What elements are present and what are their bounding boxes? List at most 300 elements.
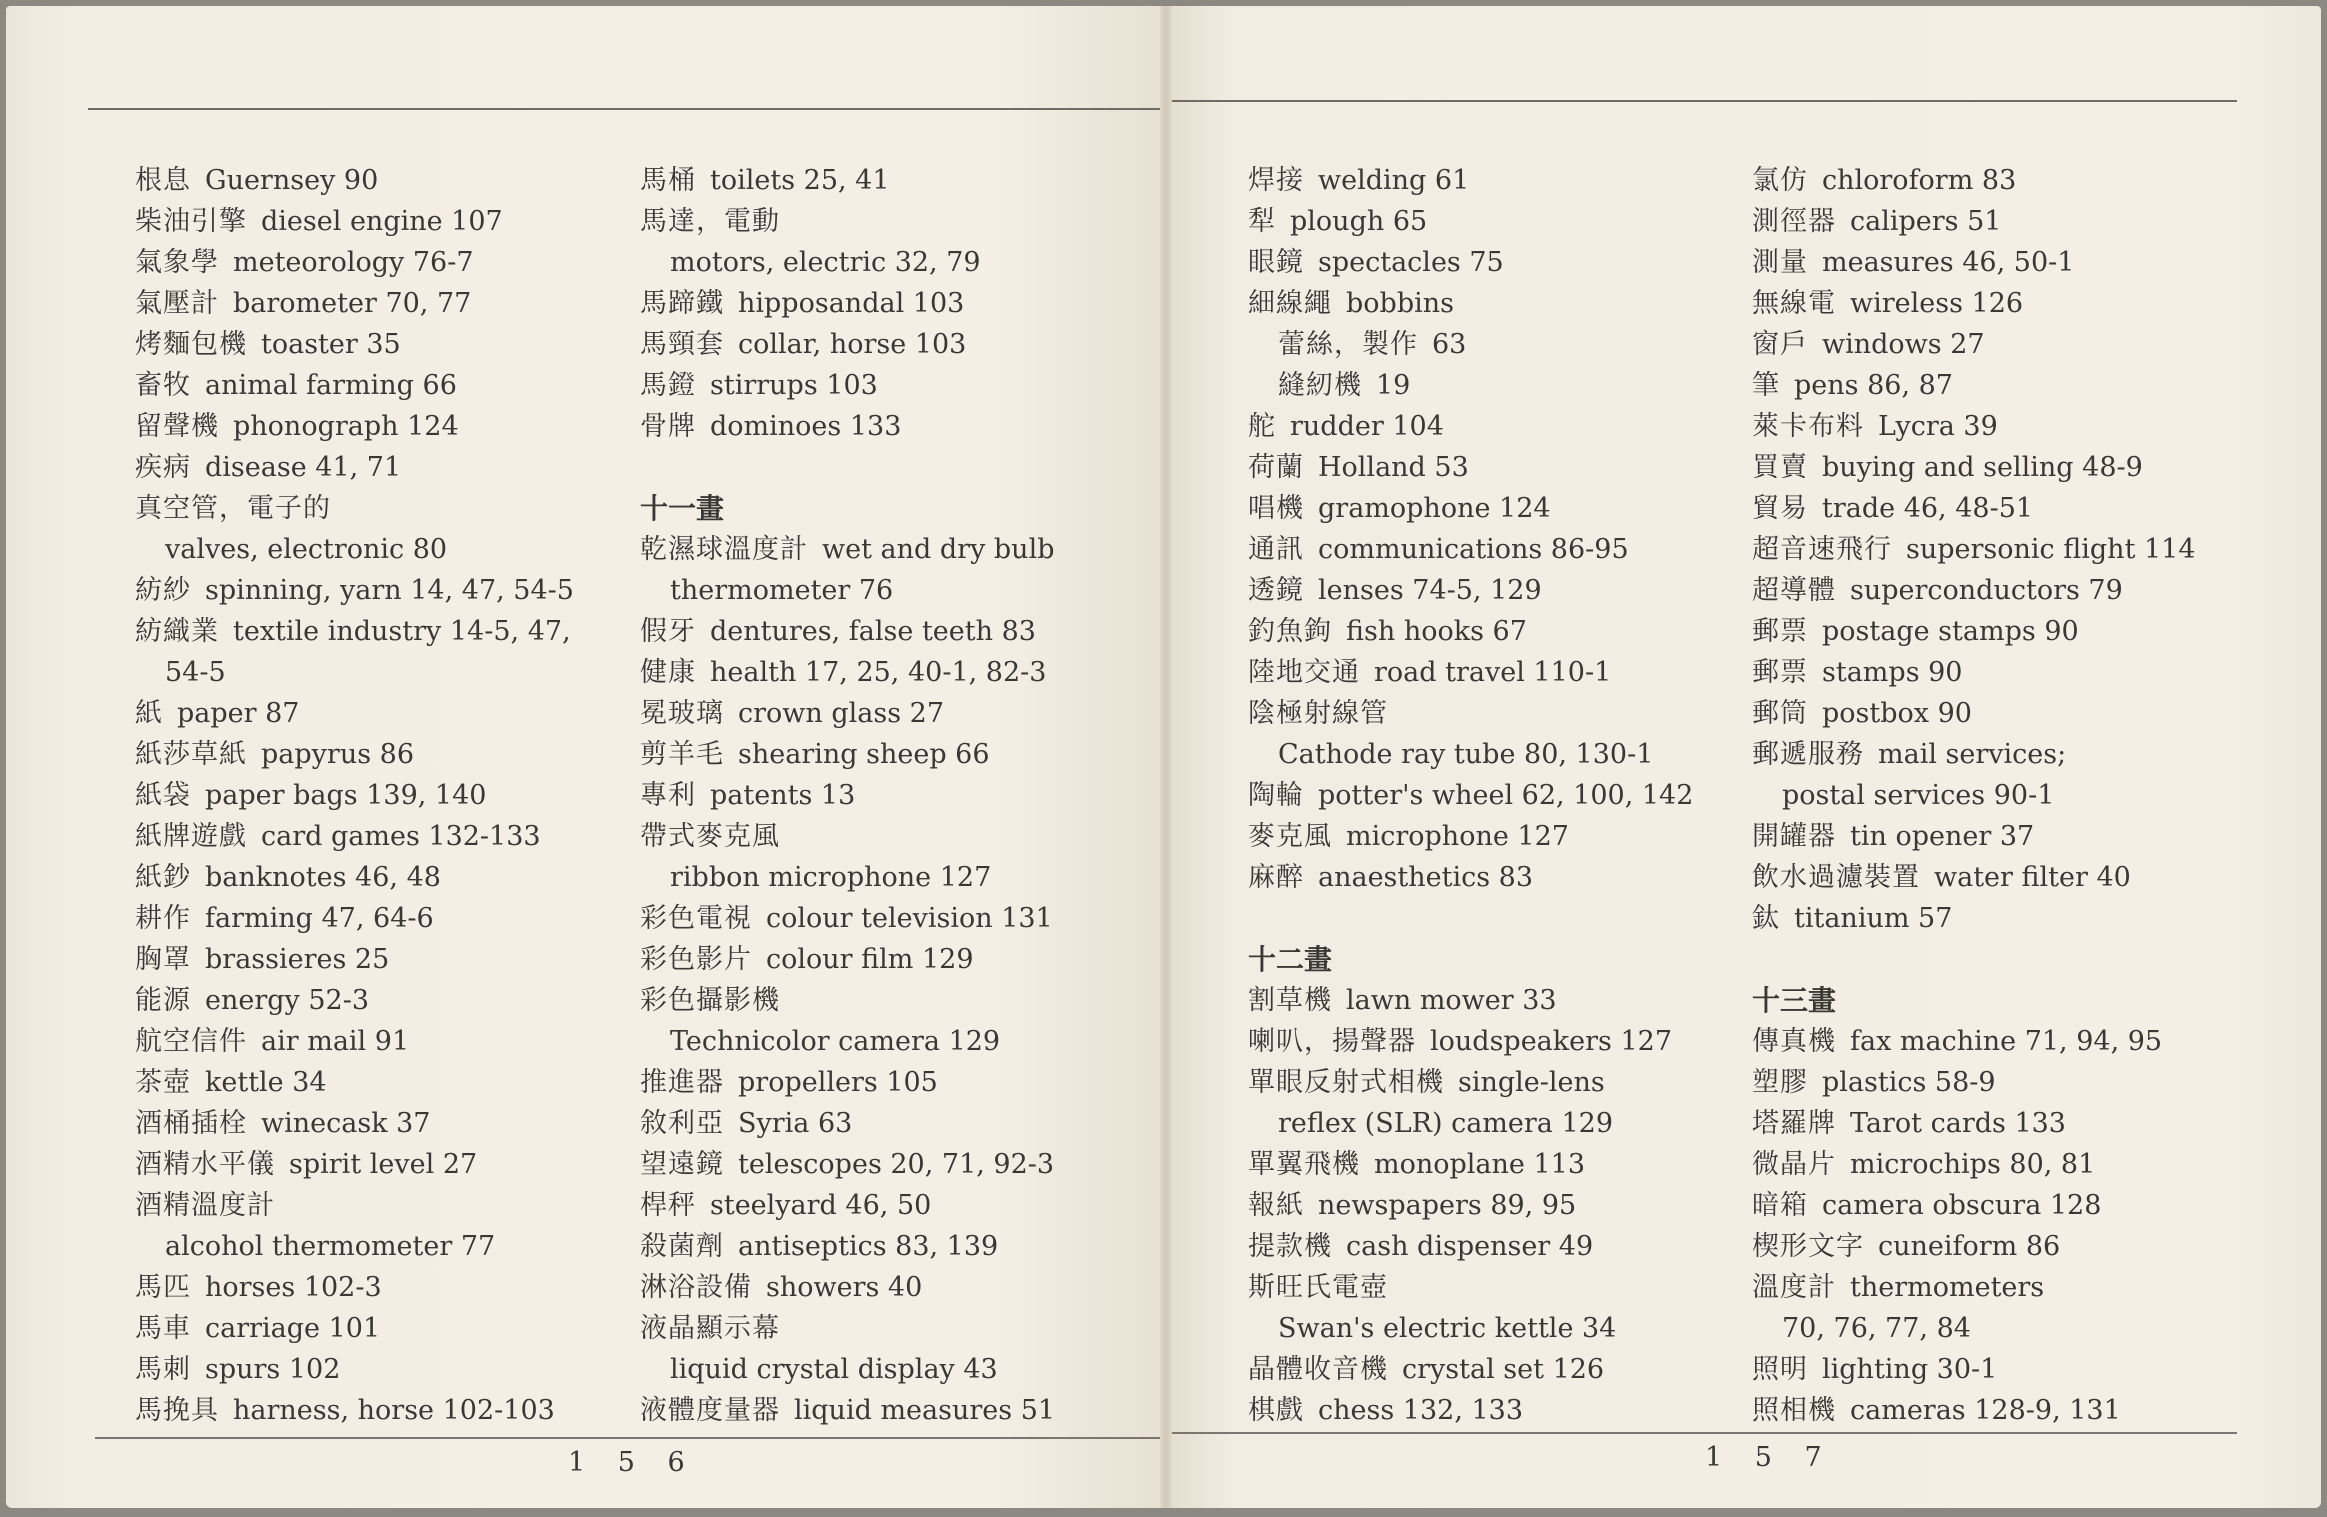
index-entry: [135, 816, 635, 857]
index-entry: [1248, 1062, 1748, 1103]
top-rule-left: [88, 108, 1160, 110]
entry-english-term: gramophone 124: [1318, 493, 1551, 524]
entry-english-term: Cathode ray tube 80, 130-1: [1278, 739, 1654, 770]
entry-english-term: buying and selling 48-9: [1822, 452, 2143, 483]
page-number-left: 1 5 6: [568, 1447, 697, 1478]
index-entry: [1248, 980, 1748, 1021]
entry-english-term: stamps 90: [1822, 657, 1963, 688]
entry-english-term: fax machine 71, 94, 95: [1850, 1026, 2163, 1057]
index-subentry: [1248, 1103, 1748, 1144]
entry-chinese-term: 釣魚鉤: [1248, 616, 1332, 647]
entry-chinese-term: 真空管，電子的: [135, 493, 331, 524]
index-entry: [135, 365, 635, 406]
entry-chinese-term: 望遠鏡: [640, 1149, 724, 1180]
bottom-rule-right: [1172, 1432, 2237, 1434]
index-entry: [1248, 529, 1748, 570]
index-entry: [1752, 488, 2252, 529]
index-entry: [135, 447, 635, 488]
index-entry: [640, 1226, 1140, 1267]
index-subentry: [640, 570, 1140, 611]
index-column-2: [640, 160, 1140, 1431]
index-entry: [1752, 611, 2252, 652]
entry-chinese-term: 氣壓計: [135, 288, 219, 319]
section-spacer: [1248, 898, 1748, 939]
index-entry: [640, 1308, 1140, 1349]
index-entry: [640, 816, 1140, 857]
entry-chinese-term: 單翼飛機: [1248, 1149, 1360, 1180]
index-entry: [1752, 1226, 2252, 1267]
page-number-right: 1 5 7: [1705, 1442, 1834, 1473]
entry-chinese-term: 胸罩: [135, 944, 191, 975]
index-entry: [640, 1144, 1140, 1185]
entry-chinese-term: 棋戲: [1248, 1395, 1304, 1426]
entry-chinese-term: 酒精溫度計: [135, 1190, 275, 1221]
index-column-3: [1248, 160, 1748, 1431]
entry-english-term: stirrups 103: [710, 370, 878, 401]
entry-chinese-term: 氣象學: [135, 247, 219, 278]
entry-chinese-term: 酒精水平儀: [135, 1149, 275, 1180]
entry-chinese-term: 開罐器: [1752, 821, 1836, 852]
entry-chinese-term: 暗箱: [1752, 1190, 1808, 1221]
index-entry: [640, 652, 1140, 693]
entry-chinese-term: 馬頸套: [640, 329, 724, 360]
entry-english-term: spurs 102: [205, 1354, 341, 1385]
entry-english-term: card games 132-133: [261, 821, 541, 852]
entry-english-term: superconductors 79: [1850, 575, 2123, 606]
index-entry: [1248, 1390, 1748, 1431]
entry-english-term: plough 65: [1290, 206, 1428, 237]
entry-english-term: communications 86-95: [1318, 534, 1629, 565]
entry-chinese-term: 超導體: [1752, 575, 1836, 606]
entry-chinese-term: 筆: [1752, 370, 1780, 401]
index-entry: [1248, 570, 1748, 611]
index-subentry: [1248, 734, 1748, 775]
index-entry: [640, 693, 1140, 734]
entry-english-term: microphone 127: [1346, 821, 1569, 852]
entry-chinese-term: 窗戶: [1752, 329, 1808, 360]
entry-english-term: Lycra 39: [1878, 411, 1998, 442]
index-entry: [135, 611, 635, 652]
index-entry: [640, 1185, 1140, 1226]
index-subentry: [1248, 365, 1748, 406]
entry-chinese-term: 塑膠: [1752, 1067, 1808, 1098]
entry-english-term: postal services 90-1: [1782, 780, 2055, 811]
index-entry: [1752, 1390, 2252, 1431]
index-entry: [135, 1021, 635, 1062]
entry-english-term: spectacles 75: [1318, 247, 1504, 278]
entry-english-term: microchips 80, 81: [1850, 1149, 2096, 1180]
entry-chinese-term: 紙袋: [135, 780, 191, 811]
entry-chinese-term: 假牙: [640, 616, 696, 647]
entry-chinese-term: 彩色影片: [640, 944, 752, 975]
index-entry: [1248, 447, 1748, 488]
entry-english-term: kettle 34: [205, 1067, 327, 1098]
entry-chinese-term: 舵: [1248, 411, 1276, 442]
entry-chinese-term: 馬蹄鐵: [640, 288, 724, 319]
entry-english-term: papyrus 86: [261, 739, 415, 770]
index-entry: [135, 201, 635, 242]
entry-english-term: mail services;: [1878, 739, 2067, 770]
entry-english-term: harness, horse 102-103: [233, 1395, 555, 1426]
entry-chinese-term: 塔羅牌: [1752, 1108, 1836, 1139]
entry-english-term: monoplane 113: [1374, 1149, 1586, 1180]
entry-english-term: 19: [1376, 370, 1411, 401]
entry-chinese-term: 茶壺: [135, 1067, 191, 1098]
index-entry: [1248, 611, 1748, 652]
entry-chinese-term: 照相機: [1752, 1395, 1836, 1426]
entry-english-term: anaesthetics 83: [1318, 862, 1534, 893]
entry-chinese-term: 能源: [135, 985, 191, 1016]
index-subentry: [640, 1021, 1140, 1062]
entry-chinese-term: 剪羊毛: [640, 739, 724, 770]
index-entry: [135, 283, 635, 324]
index-entry: [1752, 283, 2252, 324]
entry-chinese-term: 割草機: [1248, 985, 1332, 1016]
entry-chinese-term: 彩色攝影機: [640, 985, 780, 1016]
index-entry: [640, 898, 1140, 939]
index-entry: [640, 734, 1140, 775]
entry-english-term: cuneiform 86: [1878, 1231, 2061, 1262]
entry-chinese-term: 測量: [1752, 247, 1808, 278]
entry-chinese-term: 骨牌: [640, 411, 696, 442]
index-entry: [1752, 324, 2252, 365]
index-entry: [135, 1103, 635, 1144]
entry-english-term: telescopes 20, 71, 92-3: [738, 1149, 1055, 1180]
entry-chinese-term: 留聲機: [135, 411, 219, 442]
index-entry: [1248, 816, 1748, 857]
index-entry: [640, 529, 1140, 570]
entry-english-term: 70, 76, 77, 84: [1782, 1313, 1971, 1344]
index-entry: [135, 570, 635, 611]
entry-english-term: diesel engine 107: [261, 206, 503, 237]
entry-chinese-term: 縫紉機: [1278, 370, 1362, 401]
entry-chinese-term: 測徑器: [1752, 206, 1836, 237]
entry-chinese-term: 喇叭，揚聲器: [1248, 1026, 1416, 1057]
entry-english-term: dentures, false teeth 83: [710, 616, 1036, 647]
entry-chinese-term: 微晶片: [1752, 1149, 1836, 1180]
entry-english-term: road travel 110-1: [1374, 657, 1612, 688]
entry-chinese-term: 柴油引擎: [135, 206, 247, 237]
entry-english-term: calipers 51: [1850, 206, 2002, 237]
entry-english-term: measures 46, 50-1: [1822, 247, 2075, 278]
index-entry: [640, 406, 1140, 447]
entry-chinese-term: 貿易: [1752, 493, 1808, 524]
index-entry: [135, 734, 635, 775]
index-subentry: [640, 1349, 1140, 1390]
entry-chinese-term: 推進器: [640, 1067, 724, 1098]
index-entry: [1752, 1267, 2252, 1308]
stroke-count-heading: 十二畫: [1248, 943, 1333, 976]
entry-chinese-term: 提款機: [1248, 1231, 1332, 1262]
entry-chinese-term: 淋浴設備: [640, 1272, 752, 1303]
entry-english-term: lighting 30-1: [1822, 1354, 1998, 1385]
index-entry: [640, 775, 1140, 816]
entry-chinese-term: 飲水過濾裝置: [1752, 862, 1920, 893]
entry-english-term: lawn mower 33: [1346, 985, 1557, 1016]
entry-chinese-term: 健康: [640, 657, 696, 688]
index-subentry: [1752, 1308, 2252, 1349]
entry-english-term: spirit level 27: [289, 1149, 478, 1180]
entry-chinese-term: 乾濕球溫度計: [640, 534, 808, 565]
entry-chinese-term: 氯仿: [1752, 165, 1808, 196]
entry-english-term: motors, electric 32, 79: [670, 247, 981, 278]
index-entry: [1248, 1185, 1748, 1226]
entry-english-term: crown glass 27: [738, 698, 945, 729]
index-entry: [1248, 693, 1748, 734]
entry-chinese-term: 紙莎草紙: [135, 739, 247, 770]
entry-english-term: ribbon microphone 127: [670, 862, 992, 893]
index-entry: [1248, 1267, 1748, 1308]
entry-english-term: steelyard 46, 50: [710, 1190, 932, 1221]
entry-english-term: liquid crystal display 43: [670, 1354, 998, 1385]
entry-chinese-term: 馬挽具: [135, 1395, 219, 1426]
entry-english-term: bobbins: [1346, 288, 1454, 319]
index-entry: [1752, 529, 2252, 570]
section-spacer: [640, 447, 1140, 488]
index-entry: [1752, 447, 2252, 488]
entry-chinese-term: 紙牌遊戲: [135, 821, 247, 852]
entry-english-term: alcohol thermometer 77: [165, 1231, 496, 1262]
index-column-1: [135, 160, 635, 1431]
index-subentry: [1752, 775, 2252, 816]
index-entry: [1752, 1185, 2252, 1226]
index-entry: [135, 939, 635, 980]
index-entry: [1752, 816, 2252, 857]
entry-english-term: brassieres 25: [205, 944, 390, 975]
index-entry: [1752, 898, 2252, 939]
entry-english-term: carriage 101: [205, 1313, 381, 1344]
section-spacer: [1752, 939, 2252, 980]
entry-english-term: wet and dry bulb: [822, 534, 1055, 565]
index-entry: [1248, 652, 1748, 693]
index-entry: [135, 693, 635, 734]
index-entry: [1752, 652, 2252, 693]
stroke-count-heading: 十三畫: [1752, 984, 1837, 1017]
entry-chinese-term: 畜牧: [135, 370, 191, 401]
entry-english-term: spinning, yarn 14, 47, 54-5: [205, 575, 574, 606]
index-entry: [640, 283, 1140, 324]
index-entry: [640, 1267, 1140, 1308]
entry-english-term: cameras 128-9, 131: [1850, 1395, 2121, 1426]
entry-english-term: trade 46, 48-51: [1822, 493, 2034, 524]
entry-chinese-term: 斯旺氏電壺: [1248, 1272, 1388, 1303]
entry-chinese-term: 耕作: [135, 903, 191, 934]
entry-english-term: cash dispenser 49: [1346, 1231, 1594, 1262]
index-subentry: [135, 652, 635, 693]
entry-chinese-term: 郵遞服務: [1752, 739, 1864, 770]
entry-chinese-term: 陸地交通: [1248, 657, 1360, 688]
entry-chinese-term: 細線繩: [1248, 288, 1332, 319]
index-entry: [1752, 1062, 2252, 1103]
entry-chinese-term: 眼鏡: [1248, 247, 1304, 278]
entry-chinese-term: 陰極射線管: [1248, 698, 1388, 729]
entry-english-term: textile industry 14-5, 47,: [233, 616, 571, 647]
index-entry: [1752, 242, 2252, 283]
index-entry: [1248, 406, 1748, 447]
entry-chinese-term: 郵票: [1752, 657, 1808, 688]
entry-chinese-term: 桿秤: [640, 1190, 696, 1221]
entry-chinese-term: 焊接: [1248, 165, 1304, 196]
entry-english-term: animal farming 66: [205, 370, 457, 401]
index-entry: [135, 1267, 635, 1308]
entry-chinese-term: 單眼反射式相機: [1248, 1067, 1444, 1098]
entry-english-term: energy 52-3: [205, 985, 370, 1016]
entry-chinese-term: 液體度量器: [640, 1395, 780, 1426]
index-entry: [1752, 1021, 2252, 1062]
entry-chinese-term: 溫度計: [1752, 1272, 1836, 1303]
entry-english-term: thermometer 76: [670, 575, 894, 606]
index-entry: [1248, 1144, 1748, 1185]
index-entry: [135, 1185, 635, 1226]
entry-chinese-term: 紡紗: [135, 575, 191, 606]
index-entry: [1248, 775, 1748, 816]
entry-english-term: colour film 129: [766, 944, 974, 975]
entry-english-term: crystal set 126: [1402, 1354, 1605, 1385]
entry-english-term: liquid measures 51: [794, 1395, 1056, 1426]
index-subentry: [1248, 1308, 1748, 1349]
index-entry: [1248, 1021, 1748, 1062]
index-subentry: [1248, 324, 1748, 365]
entry-english-term: banknotes 46, 48: [205, 862, 441, 893]
index-entry: [135, 775, 635, 816]
index-entry: [1752, 1103, 2252, 1144]
entry-chinese-term: 馬鐙: [640, 370, 696, 401]
entry-english-term: collar, horse 103: [738, 329, 967, 360]
entry-chinese-term: 帶式麥克風: [640, 821, 780, 852]
entry-english-term: reflex (SLR) camera 129: [1278, 1108, 1614, 1139]
entry-chinese-term: 酒桶插栓: [135, 1108, 247, 1139]
entry-chinese-term: 萊卡布料: [1752, 411, 1864, 442]
bottom-rule-left: [95, 1437, 1160, 1439]
entry-english-term: paper bags 139, 140: [205, 780, 487, 811]
stroke-count-heading: 十一畫: [640, 492, 725, 525]
entry-chinese-term: 唱機: [1248, 493, 1304, 524]
entry-chinese-term: 荷蘭: [1248, 452, 1304, 483]
index-column-4: [1752, 160, 2252, 1431]
entry-english-term: welding 61: [1318, 165, 1470, 196]
entry-chinese-term: 透鏡: [1248, 575, 1304, 606]
entry-chinese-term: 冕玻璃: [640, 698, 724, 729]
entry-english-term: hipposandal 103: [738, 288, 965, 319]
index-entry: [135, 1308, 635, 1349]
entry-english-term: 63: [1432, 329, 1467, 360]
entry-english-term: showers 40: [766, 1272, 923, 1303]
index-entry: [640, 1103, 1140, 1144]
entry-chinese-term: 馬車: [135, 1313, 191, 1344]
index-entry: [135, 242, 635, 283]
entry-chinese-term: 通訊: [1248, 534, 1304, 565]
entry-chinese-term: 紡織業: [135, 616, 219, 647]
index-entry: [1248, 1349, 1748, 1390]
entry-english-term: 54-5: [165, 657, 226, 688]
index-entry: [1248, 1226, 1748, 1267]
index-entry: [640, 365, 1140, 406]
entry-chinese-term: 彩色電視: [640, 903, 752, 934]
entry-chinese-term: 鈦: [1752, 903, 1780, 934]
index-entry: [1752, 570, 2252, 611]
entry-english-term: thermometers: [1850, 1272, 2045, 1303]
index-entry: [1248, 857, 1748, 898]
index-entry: [1248, 160, 1748, 201]
entry-chinese-term: 專利: [640, 780, 696, 811]
index-entry: [135, 1144, 635, 1185]
index-entry: [135, 980, 635, 1021]
entry-english-term: valves, electronic 80: [165, 534, 448, 565]
index-entry: [640, 201, 1140, 242]
entry-english-term: titanium 57: [1794, 903, 1953, 934]
entry-english-term: loudspeakers 127: [1430, 1026, 1672, 1057]
index-entry: [640, 1062, 1140, 1103]
entry-chinese-term: 根息: [135, 165, 191, 196]
entry-english-term: lenses 74-5, 129: [1318, 575, 1542, 606]
entry-english-term: Syria 63: [738, 1108, 853, 1139]
entry-chinese-term: 陶輪: [1248, 780, 1304, 811]
index-entry: [1248, 201, 1748, 242]
index-entry: [640, 324, 1140, 365]
entry-english-term: meteorology 76-7: [233, 247, 474, 278]
entry-english-term: Holland 53: [1318, 452, 1469, 483]
index-entry: [1752, 734, 2252, 775]
index-entry: [1248, 283, 1748, 324]
index-entry: [1248, 488, 1748, 529]
entry-english-term: barometer 70, 77: [233, 288, 472, 319]
entry-chinese-term: 犁: [1248, 206, 1276, 237]
index-entry: [1752, 1144, 2252, 1185]
index-entry: [640, 1390, 1140, 1431]
entry-chinese-term: 疾病: [135, 452, 191, 483]
index-subentry: [135, 529, 635, 570]
entry-chinese-term: 馬達，電動: [640, 206, 780, 237]
entry-english-term: shearing sheep 66: [738, 739, 990, 770]
index-entry: [135, 898, 635, 939]
index-subentry: [640, 857, 1140, 898]
index-entry: [1752, 857, 2252, 898]
entry-chinese-term: 液晶顯示幕: [640, 1313, 780, 1344]
index-entry: [640, 939, 1140, 980]
index-entry: [135, 1349, 635, 1390]
book-gutter: [1160, 6, 1172, 1508]
entry-english-term: patents 13: [710, 780, 856, 811]
entry-chinese-term: 馬刺: [135, 1354, 191, 1385]
index-entry: [1752, 365, 2252, 406]
entry-english-term: air mail 91: [261, 1026, 410, 1057]
entry-chinese-term: 楔形文字: [1752, 1231, 1864, 1262]
entry-chinese-term: 超音速飛行: [1752, 534, 1892, 565]
index-entry: [1248, 242, 1748, 283]
entry-english-term: propellers 105: [738, 1067, 938, 1098]
entry-english-term: farming 47, 64-6: [205, 903, 434, 934]
entry-chinese-term: 麻醉: [1248, 862, 1304, 893]
entry-chinese-term: 紙鈔: [135, 862, 191, 893]
entry-english-term: wireless 126: [1850, 288, 2024, 319]
index-subentry: [640, 242, 1140, 283]
entry-english-term: postage stamps 90: [1822, 616, 2079, 647]
entry-chinese-term: 紙: [135, 698, 163, 729]
entry-chinese-term: 馬匹: [135, 1272, 191, 1303]
index-entry: [135, 488, 635, 529]
entry-english-term: chess 132, 133: [1318, 1395, 1524, 1426]
entry-english-term: Swan's electric kettle 34: [1278, 1313, 1617, 1344]
entry-english-term: paper 87: [177, 698, 300, 729]
entry-english-term: antiseptics 83, 139: [738, 1231, 999, 1262]
index-entry: [135, 1390, 635, 1431]
index-entry: [1752, 160, 2252, 201]
index-entry: [1752, 201, 2252, 242]
entry-english-term: tin opener 37: [1850, 821, 2035, 852]
entry-english-term: toaster 35: [261, 329, 401, 360]
entry-english-term: fish hooks 67: [1346, 616, 1527, 647]
entry-chinese-term: 馬桶: [640, 165, 696, 196]
